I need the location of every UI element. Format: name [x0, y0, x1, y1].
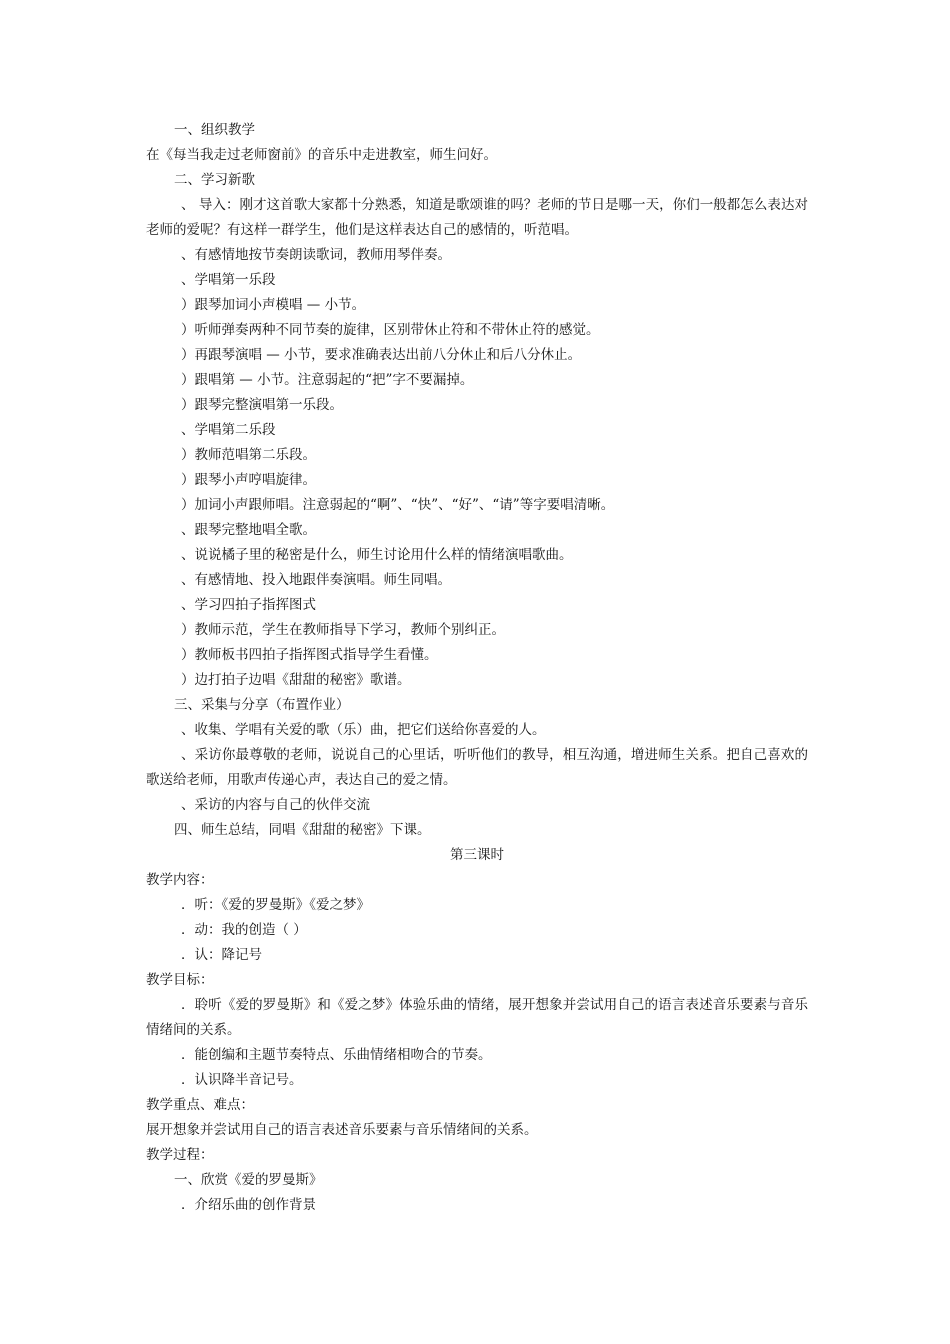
text-line: 、有感情地、投入地跟伴奏演唱。师生同唱。: [181, 572, 451, 588]
text-line: ．认：降记号: [181, 947, 262, 963]
text-line: 、有感情地按节奏朗读歌词，教师用琴伴奏。: [181, 247, 451, 263]
text-line: ）跟琴小声哼唱旋律。: [181, 472, 316, 488]
text-line: ）教师范唱第二乐段。: [181, 447, 316, 463]
text-line: ）边打拍子边唱《甜甜的秘密》歌谱。: [181, 672, 411, 688]
text-line: 、采访你最尊敬的老师，说说自己的心里话，听听他们的教导，相互沟通，增进师生关系。把自己喜欢的歌送给老师，用歌声传递心声，表达自己的爱之情。: [146, 747, 808, 788]
text-line: ）听师弹奏两种不同节奏的旋律，区别带休止符和不带休止符的感觉。: [181, 322, 600, 338]
text-line: ）跟唱第 — 小节。注意弱起的“把”字不要漏掉。: [181, 372, 474, 388]
text-line: ）跟琴加词小声模唱 — 小节。: [181, 297, 366, 313]
text-line: 二、学习新歌: [174, 172, 255, 188]
text-line: ．聆听《爱的罗曼斯》和《爱之梦》体验乐曲的情绪，展开想象并尝试用自己的语言表述音乐要素与音乐情绪间的关系。: [146, 997, 808, 1038]
text-line: ）再跟琴演唱 — 小节，要求准确表达出前八分休止和后八分休止。: [181, 347, 582, 363]
text-line: 展开想象并尝试用自己的语言表述音乐要素与音乐情绪间的关系。: [146, 1122, 538, 1138]
text-line: 四、师生总结，同唱《甜甜的秘密》下课。: [174, 822, 431, 838]
text-line: 三、采集与分享（布置作业）: [174, 697, 350, 713]
document-body: [146, 118, 808, 1218]
text-line: ．能创编和主题节奏特点、乐曲情绪相吻合的节奏。: [181, 1047, 492, 1063]
text-line: 、收集、学唱有关爱的歌（乐）曲，把它们送给你喜爱的人。: [181, 722, 546, 738]
text-line: ．动：我的创造（ ）: [181, 922, 307, 938]
text-line: 一、组织教学: [174, 122, 255, 138]
text-line: 一、欣赏《爱的罗曼斯》: [174, 1172, 323, 1188]
text-line: ）教师板书四拍子指挥图式指导学生看懂。: [181, 647, 438, 663]
text-line: ）加词小声跟师唱。注意弱起的“啊”、“快”、“好”、“请”等字要唱清晰。: [181, 497, 615, 513]
text-line: ．认识降半音记号。: [181, 1072, 303, 1088]
text-line: 、学唱第一乐段: [181, 272, 276, 288]
text-line: 、 导入：刚才这首歌大家都十分熟悉，知道是歌颂谁的吗？老师的节日是哪一天，你们一般都怎么表达对老师的爱呢？有这样一群学生，他们是这样表达自己的感情的，听范唱。: [146, 197, 808, 238]
text-line: ）跟琴完整演唱第一乐段。: [181, 397, 343, 413]
text-line: ）教师示范，学生在教师指导下学习，教师个别纠正。: [181, 622, 505, 638]
text-line: 教学过程：: [146, 1147, 214, 1163]
text-line: 、学习四拍子指挥图式: [181, 597, 316, 613]
text-line: 教学重点、难点：: [146, 1097, 254, 1113]
text-line: 、跟琴完整地唱全歌。: [181, 522, 316, 538]
text-line: ．听：《爱的罗曼斯》《爱之梦》: [181, 897, 370, 913]
text-line: 教学目标：: [146, 972, 214, 988]
text-line: 、学唱第二乐段: [181, 422, 276, 438]
text-line: 、说说橘子里的秘密是什么，师生讨论用什么样的情绪演唱歌曲。: [181, 547, 573, 563]
text-line: 、采访的内容与自己的伙伴交流: [181, 797, 370, 813]
text-line: 在《每当我走过老师窗前》的音乐中走进教室，师生问好。: [146, 147, 497, 163]
text-line: 教学内容：: [146, 872, 214, 888]
text-line: 第三课时: [450, 847, 504, 863]
text-line: ．介绍乐曲的创作背景: [181, 1197, 316, 1213]
